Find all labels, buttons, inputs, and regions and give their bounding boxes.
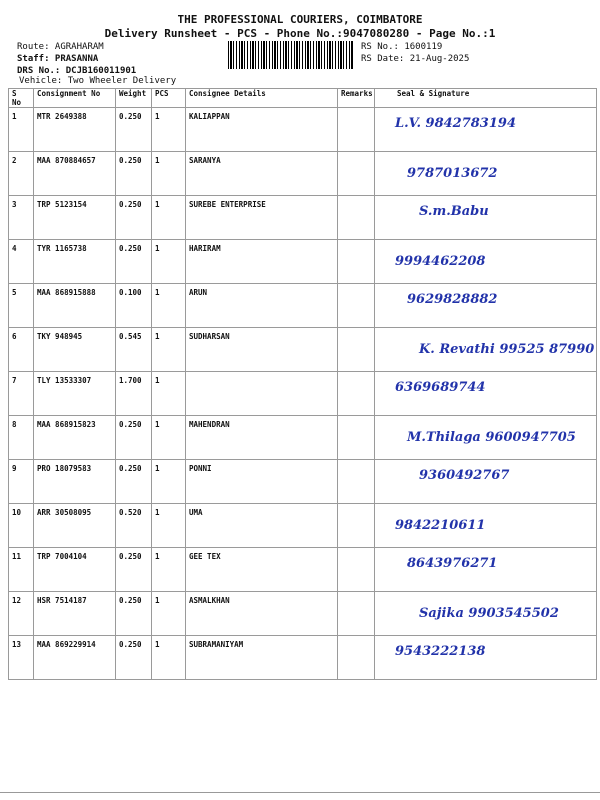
col-remarks: Remarks <box>338 89 375 108</box>
cell-pcs: 1 <box>152 460 186 504</box>
cell-consignment: TLY 13533307 <box>34 372 116 416</box>
handwritten-signature: L.V. 9842783194 <box>395 116 516 131</box>
cell-remarks <box>338 416 375 460</box>
cell-consignee: SUDHARSAN <box>186 328 338 372</box>
cell-signature <box>375 504 597 548</box>
cell-weight: 0.250 <box>116 240 152 284</box>
cell-weight: 0.250 <box>116 548 152 592</box>
cell-consignment: TYR 1165738 <box>34 240 116 284</box>
cell-weight: 0.250 <box>116 108 152 152</box>
col-signature: Seal & Signature <box>375 89 597 108</box>
handwritten-signature: 6369689744 <box>395 380 486 395</box>
col-pcs: PCS <box>152 89 186 108</box>
cell-pcs: 1 <box>152 284 186 328</box>
cell-sno: 4 <box>9 240 34 284</box>
runsheet-subtitle: Delivery Runsheet - PCS - Phone No.:9047080280 - Page No.:1 <box>104 27 496 40</box>
cell-consignee: HARIRAM <box>186 240 338 284</box>
cell-signature <box>375 284 597 328</box>
cell-weight: 0.520 <box>116 504 152 548</box>
cell-signature <box>375 152 597 196</box>
cell-pcs: 1 <box>152 416 186 460</box>
table-row <box>9 460 597 504</box>
col-consignee: Consignee Details <box>186 89 338 108</box>
cell-pcs: 1 <box>152 328 186 372</box>
cell-consignee: KALIAPPAN <box>186 108 338 152</box>
cell-consignee <box>186 372 338 416</box>
rs-date: RS Date: 21-Aug-2025 <box>361 54 470 64</box>
table-row <box>9 152 597 196</box>
table-row <box>9 548 597 592</box>
cell-sno: 8 <box>9 416 34 460</box>
handwritten-signature: 9543222138 <box>395 644 486 659</box>
cell-pcs: 1 <box>152 240 186 284</box>
cell-weight: 0.250 <box>116 152 152 196</box>
vehicle-label: Vehicle: Two Wheeler Delivery <box>19 76 177 86</box>
cell-weight: 0.250 <box>116 636 152 680</box>
handwritten-signature: 9360492767 <box>419 468 510 483</box>
cell-pcs: 1 <box>152 504 186 548</box>
cell-signature <box>375 372 597 416</box>
cell-signature <box>375 636 597 680</box>
barcode <box>228 41 354 69</box>
cell-remarks <box>338 196 375 240</box>
cell-remarks <box>338 108 375 152</box>
cell-consignee: MAHENDRAN <box>186 416 338 460</box>
route-label: Route: AGRAHARAM <box>17 42 104 52</box>
cell-remarks <box>338 504 375 548</box>
table-row <box>9 636 597 680</box>
cell-sno: 3 <box>9 196 34 240</box>
runsheet-table <box>8 88 597 680</box>
cell-consignment: ARR 30508095 <box>34 504 116 548</box>
cell-consignee: SARANYA <box>186 152 338 196</box>
cell-weight: 0.250 <box>116 592 152 636</box>
cell-signature <box>375 328 597 372</box>
cell-sno: 10 <box>9 504 34 548</box>
company-title: THE PROFESSIONAL COURIERS, COIMBATORE <box>177 13 423 26</box>
table-row <box>9 108 597 152</box>
rs-number: RS No.: 1600119 <box>361 42 443 52</box>
cell-sno: 6 <box>9 328 34 372</box>
footer-divider <box>0 792 600 793</box>
handwritten-signature: 9842210611 <box>395 518 486 533</box>
cell-consignee: ARUN <box>186 284 338 328</box>
cell-remarks <box>338 636 375 680</box>
cell-sno: 12 <box>9 592 34 636</box>
handwritten-signature: 8643976271 <box>407 556 498 571</box>
cell-consignment: TKY 948945 <box>34 328 116 372</box>
cell-sno: 13 <box>9 636 34 680</box>
cell-signature <box>375 196 597 240</box>
cell-weight: 0.250 <box>116 196 152 240</box>
cell-pcs: 1 <box>152 548 186 592</box>
cell-signature <box>375 548 597 592</box>
cell-consignment: TRP 7004104 <box>34 548 116 592</box>
col-weight: Weight <box>116 89 152 108</box>
cell-consignment: MTR 2649388 <box>34 108 116 152</box>
table-row <box>9 240 597 284</box>
table-row <box>9 592 597 636</box>
cell-sno: 9 <box>9 460 34 504</box>
cell-pcs: 1 <box>152 372 186 416</box>
table-header-row <box>9 89 597 108</box>
cell-pcs: 1 <box>152 152 186 196</box>
col-consignment: Consignment No <box>34 89 116 108</box>
cell-consignment: MAA 869229914 <box>34 636 116 680</box>
cell-pcs: 1 <box>152 636 186 680</box>
cell-signature <box>375 108 597 152</box>
cell-consignee: SUREBE ENTERPRISE <box>186 196 338 240</box>
cell-consignee: SUBRAMANIYAM <box>186 636 338 680</box>
table-row <box>9 196 597 240</box>
cell-signature <box>375 416 597 460</box>
cell-remarks <box>338 328 375 372</box>
cell-consignment: MAA 868915823 <box>34 416 116 460</box>
cell-pcs: 1 <box>152 592 186 636</box>
handwritten-signature: K. Revathi 99525 87990 <box>419 342 595 357</box>
cell-consignment: HSR 7514187 <box>34 592 116 636</box>
cell-weight: 0.250 <box>116 416 152 460</box>
cell-weight: 0.545 <box>116 328 152 372</box>
cell-consignee: UMA <box>186 504 338 548</box>
handwritten-signature: S.m.Babu <box>419 204 489 219</box>
cell-pcs: 1 <box>152 196 186 240</box>
cell-sno: 7 <box>9 372 34 416</box>
table-row <box>9 372 597 416</box>
cell-sno: 5 <box>9 284 34 328</box>
cell-consignment: TRP 5123154 <box>34 196 116 240</box>
cell-weight: 1.700 <box>116 372 152 416</box>
cell-sno: 1 <box>9 108 34 152</box>
table-row <box>9 284 597 328</box>
table-row <box>9 328 597 372</box>
cell-sno: 11 <box>9 548 34 592</box>
cell-consignment: PRO 18079583 <box>34 460 116 504</box>
handwritten-signature: 9787013672 <box>407 166 498 181</box>
drs-label: DRS No.: DCJB160011901 <box>17 66 137 76</box>
col-sno: S No <box>9 89 34 108</box>
staff-label: Staff: PRASANNA <box>17 54 99 64</box>
cell-remarks <box>338 460 375 504</box>
cell-sno: 2 <box>9 152 34 196</box>
cell-signature <box>375 592 597 636</box>
cell-pcs: 1 <box>152 108 186 152</box>
cell-remarks <box>338 152 375 196</box>
cell-consignee: GEE TEX <box>186 548 338 592</box>
handwritten-signature: 9994462208 <box>395 254 486 269</box>
handwritten-signature: 9629828882 <box>407 292 498 307</box>
cell-signature <box>375 240 597 284</box>
cell-remarks <box>338 548 375 592</box>
table-row <box>9 504 597 548</box>
cell-remarks <box>338 592 375 636</box>
table-row <box>9 416 597 460</box>
cell-consignee: ASMALKHAN <box>186 592 338 636</box>
cell-weight: 0.100 <box>116 284 152 328</box>
cell-weight: 0.250 <box>116 460 152 504</box>
cell-remarks <box>338 284 375 328</box>
cell-consignee: PONNI <box>186 460 338 504</box>
cell-remarks <box>338 372 375 416</box>
handwritten-signature: M.Thilaga 9600947705 <box>407 430 576 445</box>
cell-consignment: MAA 870884657 <box>34 152 116 196</box>
handwritten-signature: Sajika 9903545502 <box>419 606 559 621</box>
cell-remarks <box>338 240 375 284</box>
cell-consignment: MAA 868915888 <box>34 284 116 328</box>
cell-signature <box>375 460 597 504</box>
